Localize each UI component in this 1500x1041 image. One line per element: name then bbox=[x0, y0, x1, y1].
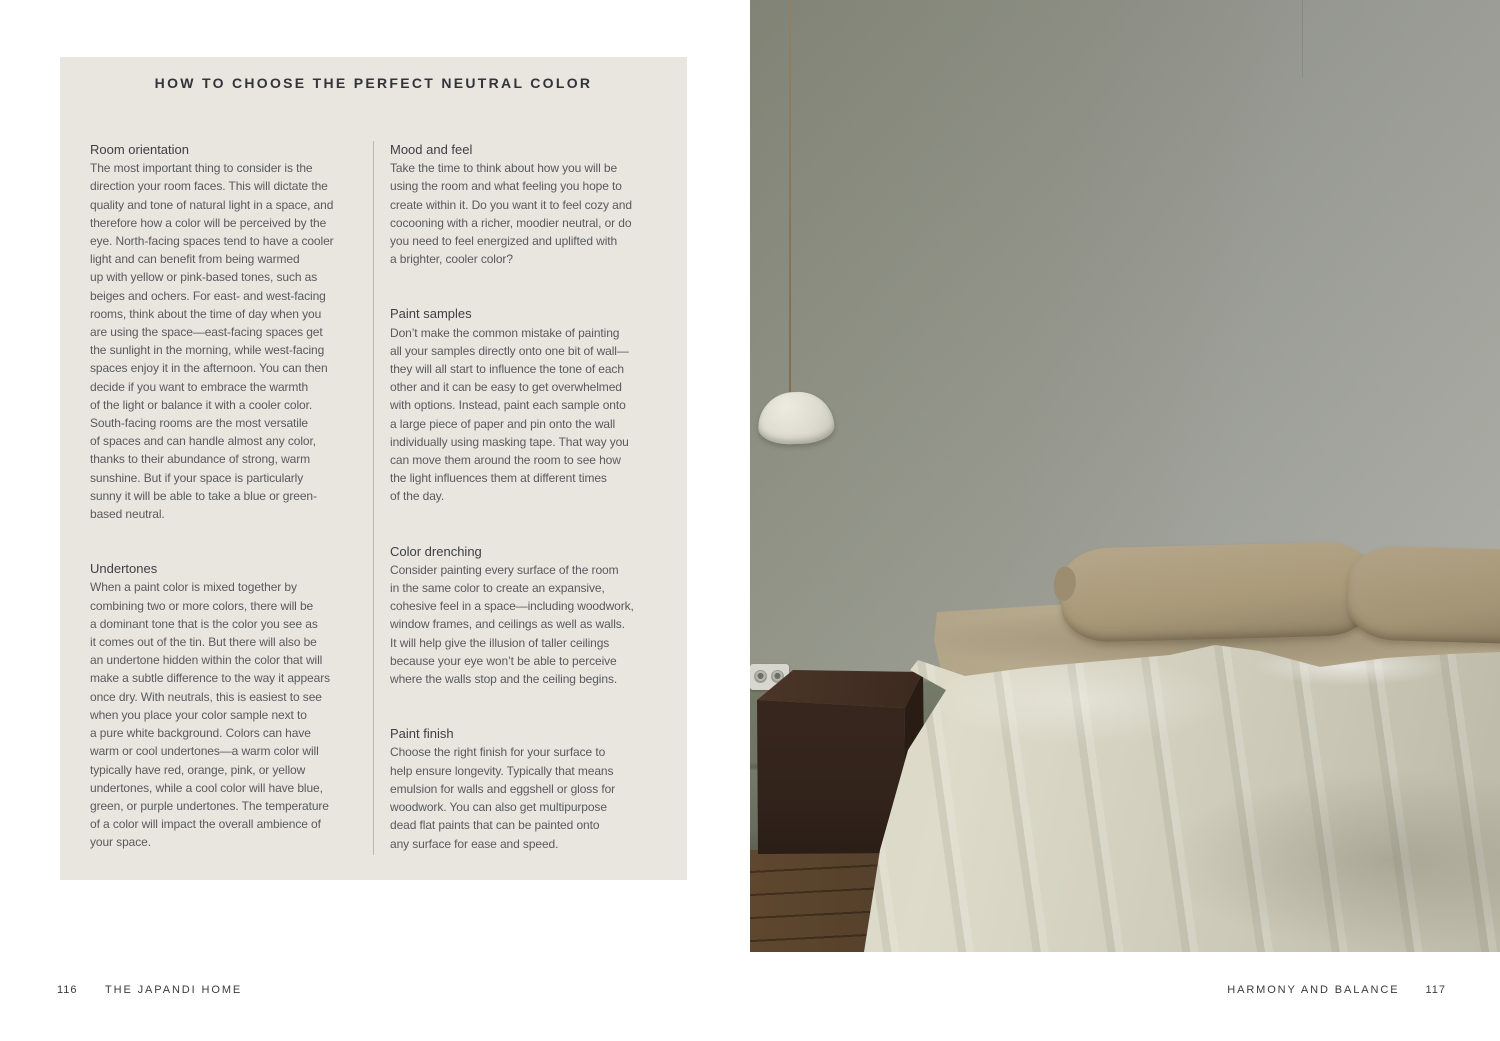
section-body: Consider painting every surface of the room in the same color to create an expansive, cohesive feel in a space—including woodwork, window frames, and ceilings as well as walls. It will help give the illusion of taller ceilings because your eye won’t be able to perceive where the walls stop and the ceiling begins. bbox=[390, 562, 634, 687]
right-footer bbox=[1227, 984, 1446, 996]
section-body: When a paint color is mixed together by combining two or more colors, there will be a dominant tone that is the color you see as it comes out of the tin. But there will also be an undertone hidden within the color that will make a subtle difference to the way it appears once dry. With neutrals, this is easiest to see when you place your color sample next to a pure white background. Colors can have warm or cool undertones—a warm color will typically have red, orange, pink, or yellow undertones, while a cool color will have blue, green, or purple undertones. The temperature of a color will impact the overall ambience of your space. bbox=[90, 580, 330, 850]
section-body: Take the time to think about how you will be using the room and what feeling you hope to create within it. Do you want it to feel cozy and cocooning with a richer, moodier neutral, or do you need to feel energized and uplifted with a brighter, cooler color? bbox=[390, 161, 632, 267]
section-heading: Undertones bbox=[90, 561, 158, 577]
section-heading: Paint finish bbox=[390, 726, 454, 742]
section-body: The most important thing to consider is the direction your room faces. This will dictate the quality and tone of natural light in a space, and therefore how a color will be perceived by the eye. North-facing spaces tend to have a cooler light and can benefit from being warmed up with yellow or pink-based tones, such as beiges and ochers. For east- and west-facing rooms, think about the time of day when you are using the space—east-facing spaces get the sunlight in the morning, while west-facing spaces enjoy it in the afternoon. You can then decide if you want to embrace the warmth of the light or balance it with a cooler color. South-facing rooms are the most versatile of spaces and can handle almost any color, thanks to their abundance of strong, warm sunshine. But if your space is particularly sunny it will be able to take a blue or green- based neutral. bbox=[90, 161, 334, 522]
pillow-right bbox=[1347, 545, 1500, 645]
section-heading: Paint samples bbox=[390, 306, 472, 322]
section-heading: Mood and feel bbox=[390, 142, 473, 157]
pendant-lampshade bbox=[757, 391, 835, 446]
section-heading: Room orientation bbox=[90, 142, 189, 157]
running-title-right: HARMONY AND BALANCE bbox=[1227, 984, 1400, 996]
section-body: Don’t make the common mistake of painting all your samples directly onto one bit of wall— they will all start to influence the tone of each other and it can be easy to get overwhelmed with options. Instead, paint each sample onto a large piece of paper and pin onto the wall individually using masking tape. That way you can move them around the room to see how the light influences them at different times of the day. bbox=[390, 325, 629, 504]
bedroom-photo bbox=[750, 0, 1500, 952]
wall-corner-shadow bbox=[1302, 0, 1303, 78]
pendant-cord bbox=[789, 0, 791, 397]
running-title-left: THE JAPANDI HOME bbox=[105, 984, 243, 996]
panel-title: HOW TO CHOOSE THE PERFECT NEUTRAL COLOR bbox=[154, 75, 593, 91]
pillow-left bbox=[1060, 541, 1374, 643]
section-body: Choose the right finish for your surface to help ensure longevity. Typically that means emulsion for walls and eggshell or gloss for woodwork. You can also get multipurpose dead flat paints that can be painted onto any surface for ease and speed. bbox=[390, 745, 616, 851]
page-number-right: 117 bbox=[1425, 984, 1446, 996]
page-number-left: 116 bbox=[57, 984, 78, 996]
section-heading: Color drenching bbox=[390, 543, 482, 559]
